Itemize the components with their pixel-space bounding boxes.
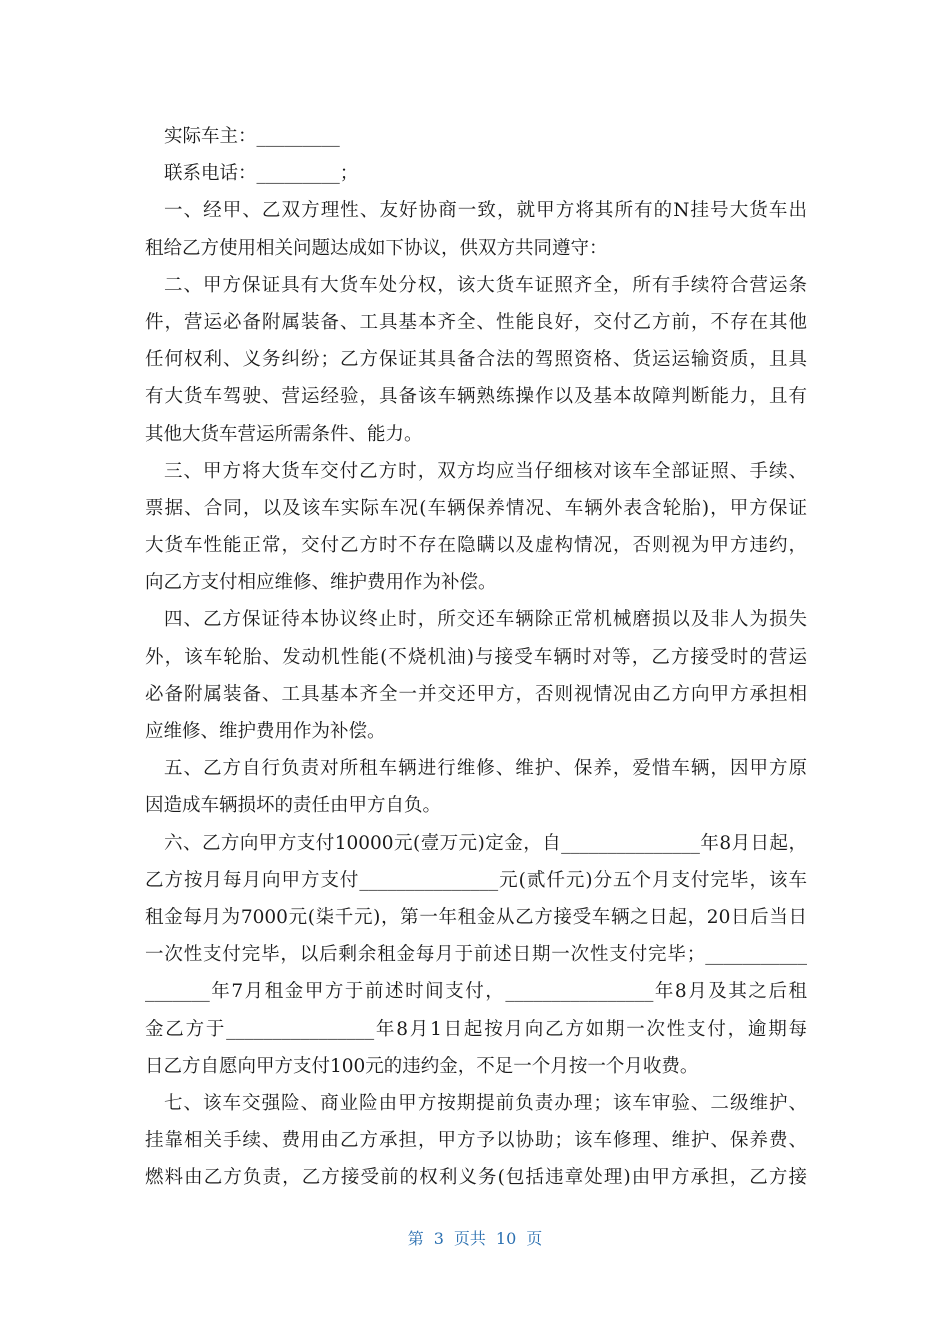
footer-total-pages: 10: [495, 1229, 517, 1248]
paragraph-line: 一、经甲、乙双方理性、友好协商一致，就甲方将其所有的N挂号大货车出: [164, 200, 807, 222]
paragraph-line: 六、乙方向甲方支付10000元(壹万元)定金，自_______________年8月日起，: [164, 832, 807, 854]
paragraph-line: 联系电话：_________；: [164, 163, 359, 185]
paragraph-line: 金乙方于________________年8月1日起按月向乙方如期一次性支付，逾期每: [145, 1018, 807, 1040]
paragraph-line: 三、甲方将大货车交付乙方时，双方均应当仔细核对该车全部证照、手续、: [164, 460, 807, 482]
footer-suffix: 页: [526, 1229, 543, 1248]
paragraph-line: 件，营运必备附属装备、工具基本齐全、性能良好，交付乙方前，不存在其他: [145, 311, 807, 333]
paragraph: [145, 825, 807, 1085]
paragraph-line: 票据、合同，以及该车实际车况(车辆保养情况、车辆外表含轮胎)，甲方保证: [145, 497, 807, 519]
paragraph-line: 挂靠相关手续、费用由乙方承担，甲方予以协助；该车修理、维护、保养费、: [145, 1130, 807, 1152]
paragraph-line: 燃料由乙方负责，乙方接受前的权利义务(包括违章处理)由甲方承担，乙方接: [145, 1167, 807, 1189]
paragraph: [145, 118, 807, 155]
paragraph-line: 大货车性能正常，交付乙方时不存在隐瞒以及虚构情况，否则视为甲方违约，: [145, 535, 807, 557]
paragraph-line: 四、乙方保证待本协议终止时，所交还车辆除正常机械磨损以及非人为损失: [164, 609, 807, 631]
paragraph-line: 外，该车轮胎、发动机性能(不烧机油)与接受车辆时对等，乙方接受时的营运: [145, 646, 807, 668]
footer-prefix: 第: [407, 1229, 424, 1248]
paragraph-line: 乙方按月每月向甲方支付_______________元(贰仟元)分五个月支付完毕，该车: [145, 869, 807, 891]
paragraph-line: 七、该车交强险、商业险由甲方按期提前负责办理；该车审验、二级维护、: [164, 1092, 807, 1114]
paragraph: [145, 155, 807, 192]
paragraph: [145, 192, 807, 266]
paragraph: [145, 453, 807, 602]
paragraph-line: 向乙方支付相应维修、维护费用作为补偿。: [145, 572, 497, 594]
paragraph: [145, 267, 807, 453]
page-footer: [0, 1226, 950, 1249]
footer-middle: 页共: [453, 1229, 486, 1248]
paragraph-line: _______年7月租金甲方于前述时间支付，________________年8月及其之后租: [145, 981, 807, 1003]
document-body: [145, 118, 807, 1196]
paragraph-line: 租金每月为7000元(柒千元)，第一年租金从乙方接受车辆之日起，20日后当日: [145, 906, 807, 928]
paragraph-line: 有大货车驾驶、营运经验，具备该车辆熟练操作以及基本故障判断能力，且有: [145, 386, 807, 408]
paragraph: [145, 601, 807, 750]
paragraph-line: 实际车主：_________: [164, 126, 340, 147]
paragraph-line: 必备附属装备、工具基本齐全一并交还甲方，否则视情况由乙方向甲方承担相: [145, 683, 807, 705]
paragraph-line: 五、乙方自行负责对所租车辆进行维修、维护、保养，爱惜车辆，因甲方原: [164, 758, 807, 780]
paragraph: [145, 750, 807, 824]
paragraph-line: 因造成车辆损坏的责任由甲方自负。: [145, 795, 442, 817]
paragraph-line: 租给乙方使用相关问题达成如下协议，供双方共同遵守：: [145, 237, 608, 259]
paragraph-line: 应维修、维护费用作为补偿。: [145, 721, 386, 742]
paragraph-line: 日乙方自愿向甲方支付100元的违约金，不足一个月按一个月收费。: [145, 1055, 699, 1077]
paragraph-line: 其他大货车营运所需条件、能力。: [145, 423, 423, 445]
paragraph: [145, 1085, 807, 1197]
footer-page-number: 3: [433, 1229, 444, 1248]
paragraph-line: 二、甲方保证具有大货车处分权，该大货车证照齐全，所有手续符合营运条: [164, 274, 807, 296]
paragraph-line: 任何权利、义务纠纷；乙方保证其具备合法的驾照资格、货运运输资质，且具: [145, 349, 807, 371]
paragraph-line: 一次性支付完毕，以后剩余租金每月于前述日期一次性支付完毕；___________: [145, 944, 807, 966]
